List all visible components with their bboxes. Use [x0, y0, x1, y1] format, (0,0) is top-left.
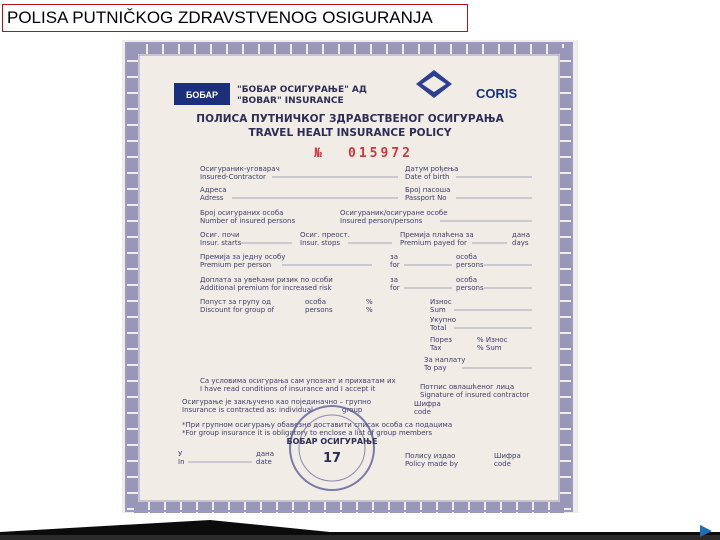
svg-text:Премија за једну особу: Премија за једну особу — [200, 253, 286, 261]
svg-text:Insured-Contractor: Insured-Contractor — [200, 173, 266, 181]
svg-text:code: code — [494, 460, 511, 468]
svg-text:Доплата за увећани ризик по ос: Доплата за увећани ризик по особи — [200, 276, 333, 284]
svg-text:persons: persons — [456, 261, 484, 269]
svg-text:Tax: Tax — [430, 344, 442, 352]
svg-text:Sum: Sum — [430, 306, 446, 314]
svg-text:*For group insurance it is obl: *For group insurance it is obligatory to enclose a list of group members — [182, 429, 433, 437]
svg-text:Шифра: Шифра — [414, 400, 441, 408]
svg-text:Полису издао: Полису издао — [405, 452, 456, 460]
svg-text:Insur. stops: Insur. stops — [300, 239, 341, 247]
svg-text:Број осигураних особа: Број осигураних особа — [200, 209, 284, 217]
svg-text:БОБАР ОСИГУРАЊЕ: БОБАР ОСИГУРАЊЕ — [286, 437, 378, 446]
svg-text:дана: дана — [512, 231, 530, 239]
svg-text:code: code — [414, 408, 431, 416]
svg-text:17: 17 — [322, 451, 342, 466]
svg-text:Additional premium for increas: Additional premium for increased risk — [200, 284, 332, 292]
svg-text:Passport No: Passport No — [405, 194, 447, 202]
svg-text:Осиг. преост.: Осиг. преост. — [300, 231, 350, 239]
svg-text:Порез: Порез — [430, 336, 453, 344]
svg-text:In: In — [178, 458, 185, 466]
svg-text:Adress: Adress — [200, 194, 224, 202]
svg-text:*При групном осигурању обавезн: *При групном осигурању обавезно доставити списак особа са подацима — [182, 421, 453, 429]
svg-text:% Sum: % Sum — [477, 344, 502, 352]
svg-text:Осигураник-уговарач: Осигураник-уговарач — [200, 165, 280, 173]
svg-text:% Износ: % Износ — [477, 336, 508, 344]
svg-text:Попуст за групу од: Попуст за групу од — [200, 298, 271, 306]
svg-text:за: за — [390, 253, 399, 261]
svg-text:Premium payed for: Premium payed for — [400, 239, 467, 247]
svg-text:"BOBAR" INSURANCE: "BOBAR" INSURANCE — [237, 96, 344, 106]
svg-text:days: days — [512, 239, 529, 247]
svg-text:Discount for group of: Discount for group of — [200, 306, 275, 314]
policy-number: 015972 — [348, 146, 413, 161]
svg-text:Износ: Износ — [430, 298, 452, 306]
svg-text:persons: persons — [456, 284, 484, 292]
svg-text:Укупно: Укупно — [430, 316, 457, 324]
svg-text:I have read conditions of insu: I have read conditions of insurance and I accept it — [200, 385, 376, 393]
svg-text:Insured person/persons: Insured person/persons — [340, 217, 423, 225]
svg-text:group: group — [342, 406, 363, 414]
svg-text:%: % — [366, 298, 373, 306]
slide-title: POLISA PUTNIČKOG ZDRAVSTVENOG OSIGURANJA — [2, 4, 468, 32]
svg-text:БОБАР: БОБАР — [185, 90, 219, 100]
svg-text:Number of insured persons: Number of insured persons — [200, 217, 296, 225]
svg-text:"БОБАР ОСИГУРАЊЕ" АД: "БОБАР ОСИГУРАЊЕ" АД — [237, 85, 367, 95]
svg-text:Осигураник/осигуране особе: Осигураник/осигуране особе — [340, 209, 448, 217]
svg-text:Премија плаћена за: Премија плаћена за — [400, 231, 474, 239]
svg-text:Осигурање је закључено као пој: Осигурање је закључено као појединачно – групно — [182, 398, 372, 406]
svg-text:Осиг. почи: Осиг. почи — [200, 231, 240, 239]
policy-heading-cyrillic: ПОЛИСА ПУТНИЧКОГ ЗДРАВСТВЕНОГ ОСИГУРАЊА — [196, 113, 504, 125]
bottom-decorative-bar — [0, 520, 720, 540]
svg-text:дана: дана — [256, 450, 274, 458]
svg-text:Датум рођења: Датум рођења — [405, 165, 459, 173]
next-slide-icon[interactable] — [698, 524, 714, 538]
svg-text:Са условима осигурања сам упоз: Са условима осигурања сам упознат и прихватам их — [200, 377, 396, 385]
svg-text:Date of birth: Date of birth — [405, 173, 450, 181]
svg-text:Број пасоша: Број пасоша — [405, 186, 451, 194]
svg-text:Потпис овлашћеног лица: Потпис овлашћеног лица — [420, 383, 515, 391]
svg-text:Total: Total — [430, 324, 447, 332]
svg-text:Шифра: Шифра — [494, 452, 521, 460]
svg-text:Policy made by: Policy made by — [405, 460, 459, 468]
svg-text:for: for — [390, 284, 400, 292]
svg-text:У: У — [178, 450, 183, 458]
svg-text:To pay: To pay — [424, 364, 447, 372]
svg-text:особа: особа — [456, 276, 478, 284]
svg-text:%: % — [366, 306, 373, 314]
svg-text:особа: особа — [456, 253, 478, 261]
svg-text:Premium per person: Premium per person — [200, 261, 272, 269]
svg-text:for: for — [390, 261, 400, 269]
svg-text:Insurance is contracted as: in: Insurance is contracted as: individual — [182, 406, 313, 414]
policy-document-svg — [122, 40, 578, 513]
svg-text:CORIS: CORIS — [476, 86, 518, 101]
svg-text:Адреса: Адреса — [200, 186, 227, 194]
svg-text:особа: особа — [305, 298, 327, 306]
svg-text:date: date — [256, 458, 272, 466]
insurance-policy-image — [122, 40, 578, 513]
svg-text:persons: persons — [305, 306, 333, 314]
svg-text:за: за — [390, 276, 399, 284]
policy-number-label: № — [314, 146, 322, 161]
policy-heading-latin: TRAVEL HEALT INSURANCE POLICY — [248, 127, 452, 139]
svg-text:За наплату: За наплату — [424, 356, 466, 364]
svg-text:Signature of insured contracto: Signature of insured contractor — [420, 391, 530, 399]
svg-text:Insur. starts: Insur. starts — [200, 239, 242, 247]
bobar-logo — [174, 83, 230, 105]
